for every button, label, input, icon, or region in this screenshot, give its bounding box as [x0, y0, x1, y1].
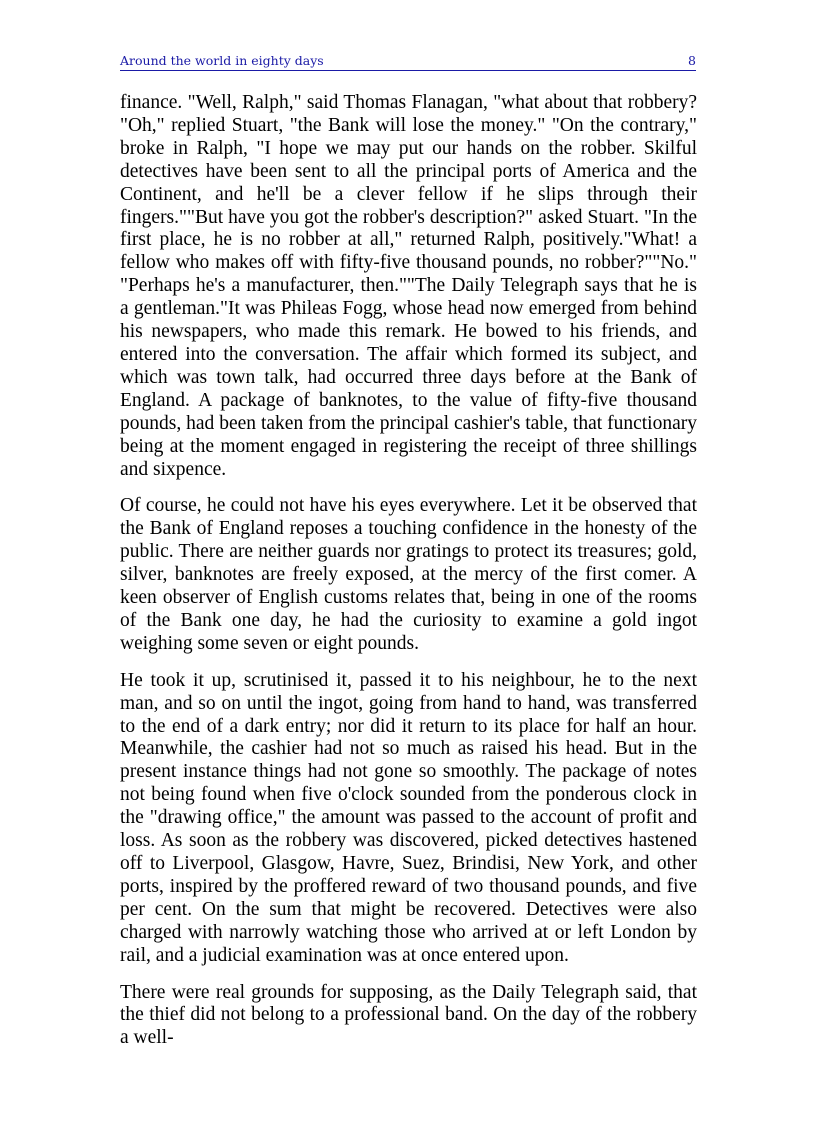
body-text — [120, 92, 697, 1064]
book-title: Around the world in eighty days — [120, 53, 324, 68]
paragraph: There were real grounds for supposing, as the Daily Telegraph said, that the thief did not belong to a professional band. On the day of the robbery a well- — [120, 981, 697, 1049]
running-header — [120, 53, 696, 71]
paragraph: He took it up, scrutinised it, passed it to his neighbour, he to the next man, and so on until the ingot, going from hand to hand, was transferred to the end of a dark entry; nor did it return to its place for half an hour. Meanwhile, the cashier had not so much as raised his head. But in the present instance things had not gone so smoothly. The package of notes not being found when five o'clock sounded from the ponderous clock in the "drawing office," the amount was passed to the account of profit and loss. As soon as the robbery was discovered, picked detectives hastened off to Liverpool, Glasgow, Havre, Suez, Brindisi, New York, and other ports, inspired by the proffered reward of two thousand pounds, and five per cent. On the sum that might be recovered. Detectives were also charged with narrowly watching those who arrived at or left London by rail, and a judicial examination was at once entered upon. — [120, 669, 697, 966]
page-number: 8 — [688, 53, 696, 68]
paragraph: Of course, he could not have his eyes everywhere. Let it be observed that the Bank of England reposes a touching confidence in the honesty of the public. There are neither guards nor gratings to protect its treasures; gold, silver, banknotes are freely exposed, at the mercy of the first comer. A keen observer of English customs relates that, being in one of the rooms of the Bank one day, he had the curiosity to examine a gold ingot weighing some seven or eight pounds. — [120, 495, 697, 654]
paragraph: finance. "Well, Ralph," said Thomas Flanagan, "what about that robbery? "Oh," replied Stuart, "the Bank will lose the money." "On the contrary," broke in Ralph, "I hope we may put our hands on the robber. Skilful detectives have been sent to all the principal ports of America and the Continent, and he'll be a clever fellow if he slips through their fingers.""But have you got the robber's description?" asked Stuart. "In the first place, he is no robber at all," returned Ralph, positively."What! a fellow who makes off with fifty-five thousand pounds, no robber?""No." "Perhaps he's a manufacturer, then.""The Daily Telegraph says that he is a gentleman."It was Phileas Fogg, whose head now emerged from behind his newspapers, who made this remark. He bowed to his friends, and entered into the conversation. The affair which formed its subject, and which was town talk, had occurred three days before at the Bank of England. A package of banknotes, to the value of fifty-five thousand pounds, had been taken from the principal cashier's table, that functionary being at the moment engaged in registering the receipt of three shillings and sixpence. — [120, 92, 697, 480]
